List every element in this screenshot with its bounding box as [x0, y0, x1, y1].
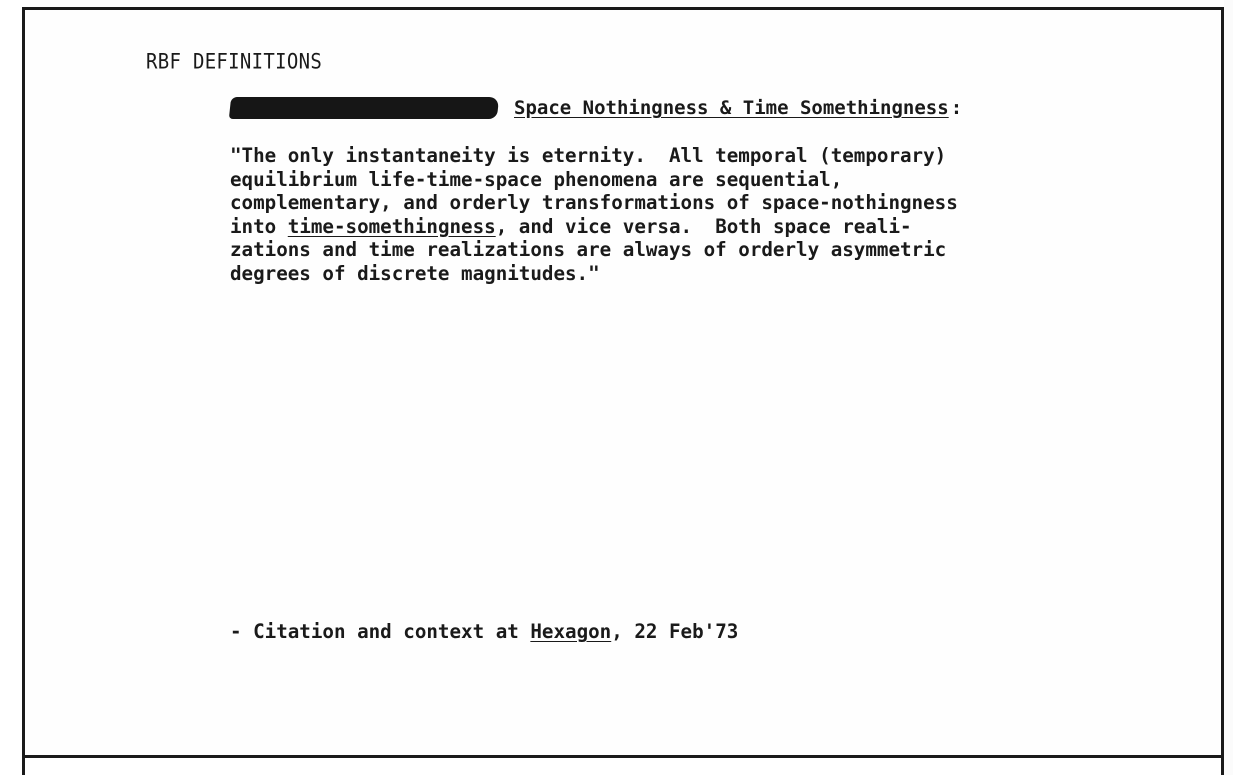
citation-prefix: - Citation and context at	[230, 620, 531, 643]
quote-text: , and vice versa. Both space reali-	[495, 214, 912, 238]
definition-title: Space Nothingness & Time Somethingness	[514, 97, 949, 119]
redaction-mark	[229, 97, 499, 119]
quote-line: degrees of discrete magnitudes."	[230, 261, 600, 285]
page-edge	[1224, 0, 1233, 775]
quote-line: complementary, and orderly transformations of space-nothingness	[230, 191, 958, 215]
title-colon: :	[950, 97, 963, 119]
quote-line: equilibrium life-time-space phenomena are sequential,	[230, 167, 843, 191]
definition-quote	[230, 144, 1130, 286]
quote-line: zations and time realizations are always of orderly asymmetric	[230, 238, 947, 262]
citation-line	[230, 620, 738, 643]
next-card-edge	[22, 758, 1224, 775]
quote-text: into	[230, 214, 288, 238]
citation-date: , 22 Feb'73	[611, 620, 739, 643]
quote-emphasis: time-somethingness	[287, 214, 496, 238]
quote-line	[230, 215, 1130, 239]
definition-title-row	[230, 97, 962, 119]
quote-line: "The only instantaneity is eternity. All temporal (temporary)	[230, 144, 947, 167]
definition-card	[22, 7, 1224, 758]
citation-source: Hexagon	[530, 620, 612, 643]
header-label: RBF DEFINITIONS	[146, 50, 323, 75]
